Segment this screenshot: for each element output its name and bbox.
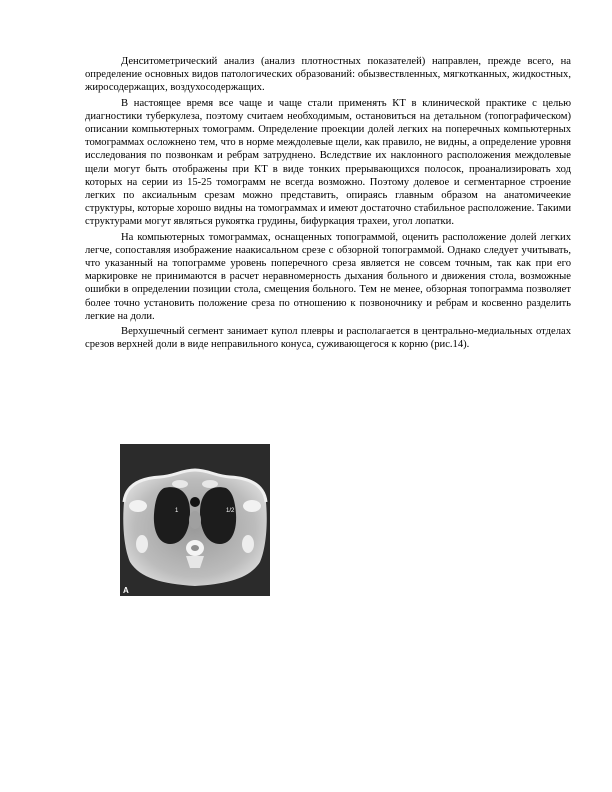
paragraph-ct-topography: В настоящее время все чаще и чаще стали применять КТ в клинической практике с целью диагностики туберкулеза, поэтому считаем необходимым, остановиться на детальном (топографическом) описании компьютерных томограмм. Определение проекции долей легких на поперечных компьютерных томограммах осложнено тем, что в норме междолевые щели, как правило, не видны, а определение уровня исследования по позвонкам и ребрам затруднено. Вследствие их наклонного расположения междолевые щели могут быть отображены при КТ в виде тонких прерывающихся полосок, проанализировать ход которых на серии из 15-25 томограмм не всегда возможно. Поэтому долевое и сегментарное строение легких по аксиальным срезам можно представить, опираясь главным образом на анатомичеекие структуры, которые хорошо видны на томограммах и имеют достаточно стабильное расположение. Такими структурами могут являться рукоятка грудины, бифуркация трахеи, угол лопатки.	[85, 97, 571, 228]
paragraph-densitometry: Денситометрический анализ (анализ плотностных показателей) направлен, прежде всего, на определение основных видов патологических образований: обызвествленных, мягкотканных, жидкостных, жиросодержащих, воздухосодержащих.	[85, 56, 571, 94]
paragraph-topogram: На компьютерных томограммах, оснащенных топограммой, оценить расположение долей легких легче, сопоставляя изображение наакисальном срезе с обзорной топограммой. Однако следует учитывать, что указанный на топограмме уровень поперечного среза является не совсем точным, так как при его маркировке не принимаются в расчет неравномерность дыхания больного и движения стола, возможные ошибки в определении позиции стола, смещения больного. Тем не менее, обзорная топограмма позволяет более точно установить положение среза по отношению к позвоночнику и ребрам и косвенно разделить легкие на доли.	[85, 231, 571, 322]
paragraph-apical-segment: Верхушечный сегмент занимает купол плевры и располагается в центрально-медиальных отделах срезов верхней доли в виде неправильного конуса, суживающегося к корню (рис.14).	[85, 326, 571, 351]
body-text	[85, 55, 571, 351]
ct-scan-image	[120, 444, 270, 596]
label-left-segment: 1	[175, 508, 179, 514]
figure-panel-letter: A	[123, 586, 129, 595]
ct-scan-figure	[120, 444, 270, 596]
label-right-segment: 1/2	[226, 508, 235, 514]
